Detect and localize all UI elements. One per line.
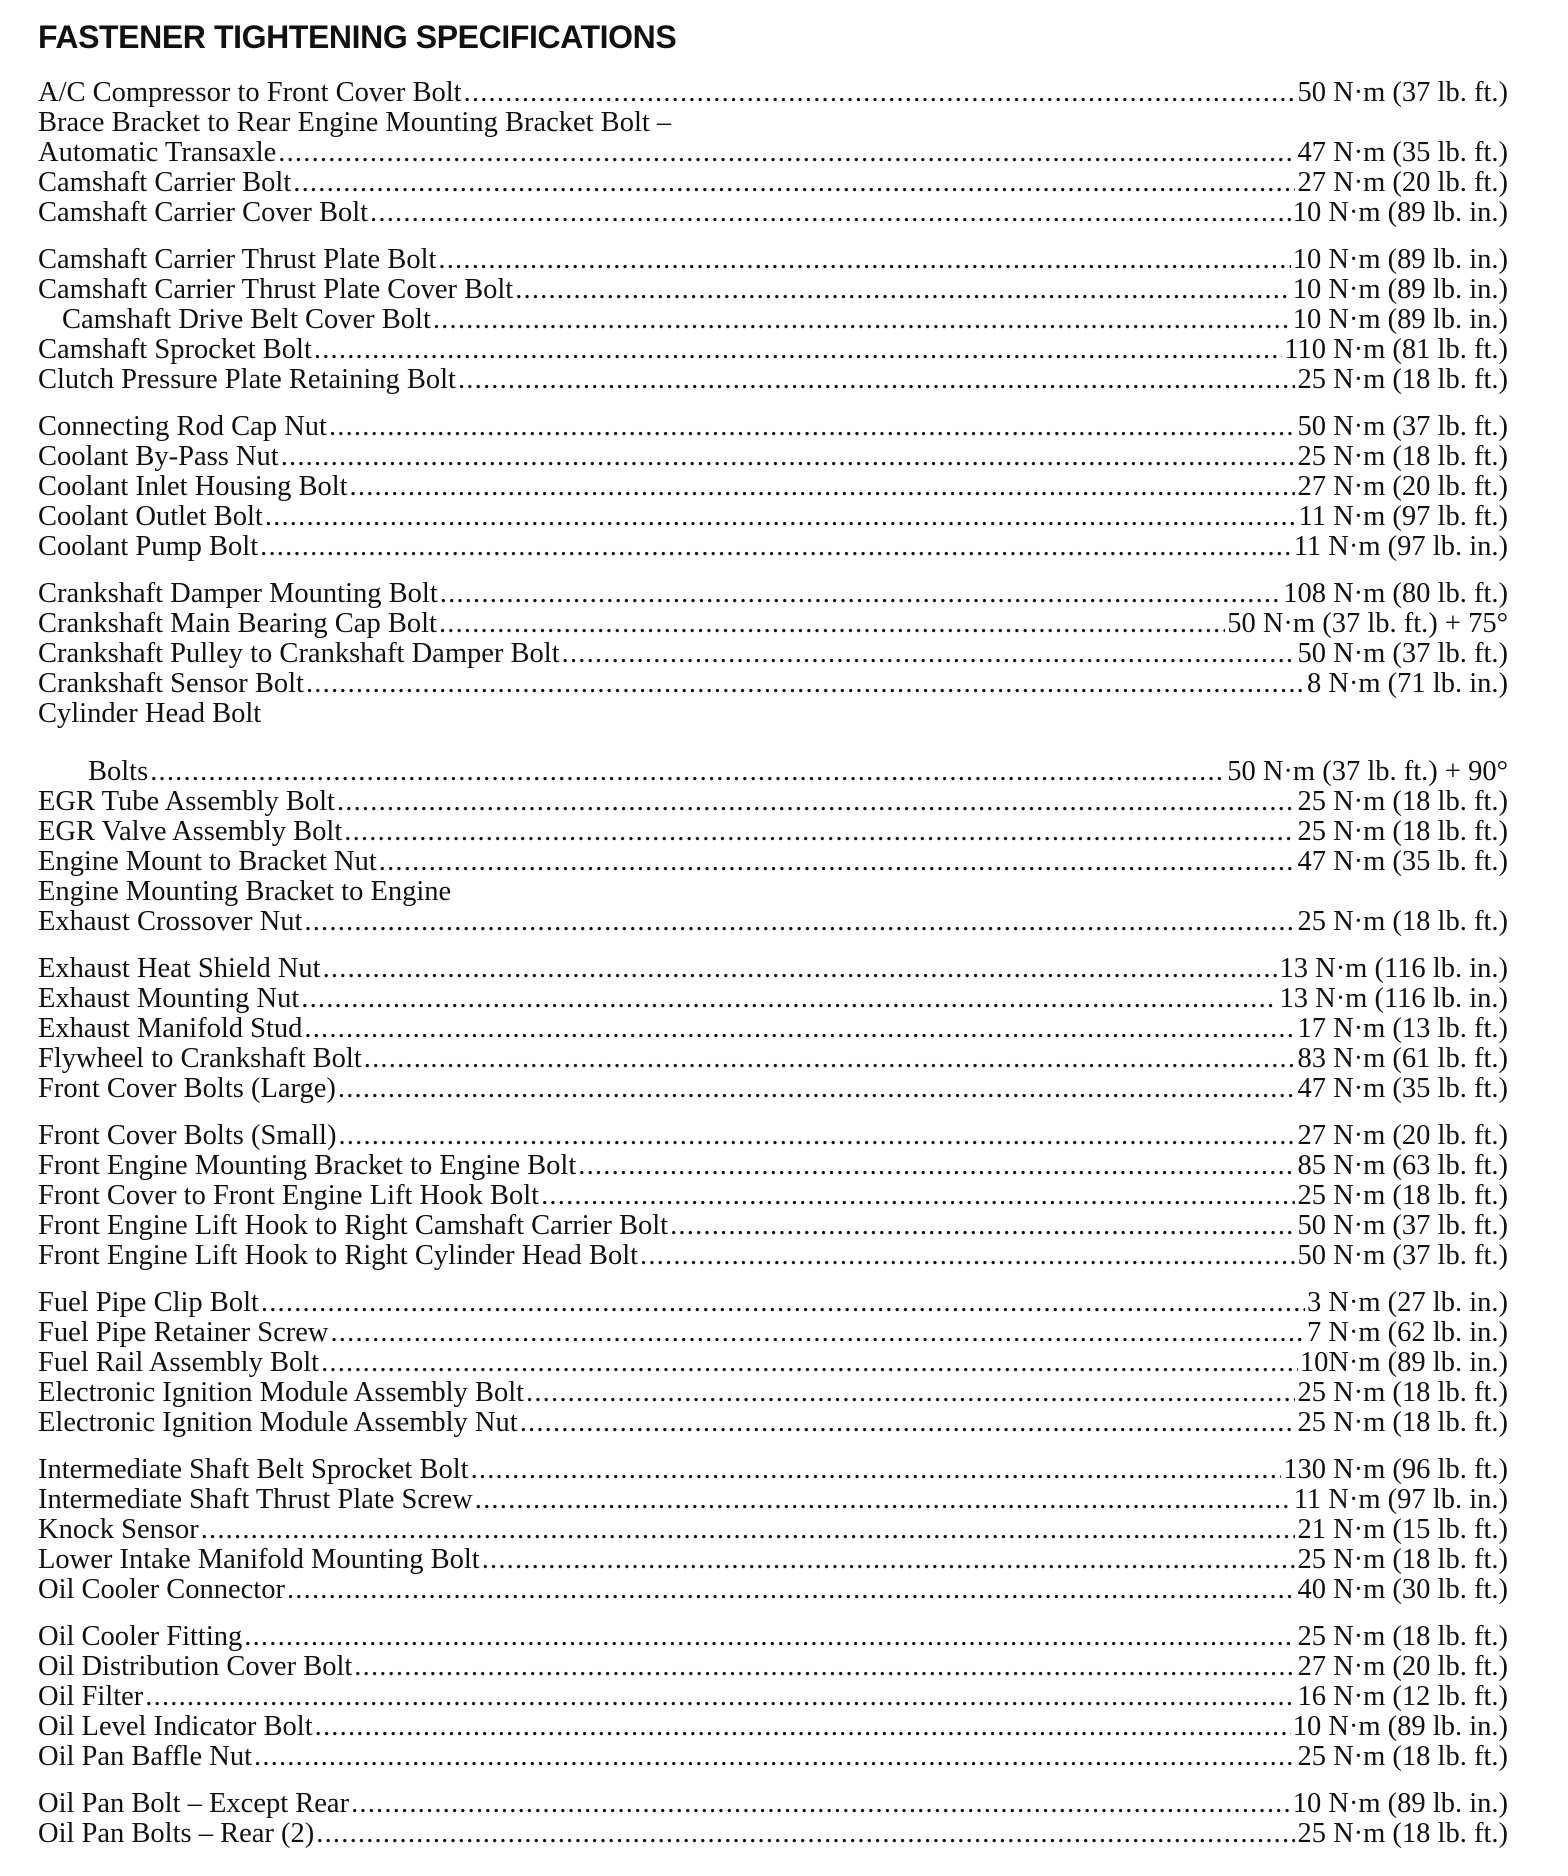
spec-row	[38, 954, 1508, 984]
spec-row	[38, 1211, 1508, 1241]
spec-value: 21 N·m (15 lb. ft.)	[1297, 1514, 1508, 1545]
spec-value: 108 N·m (80 lb. ft.)	[1283, 578, 1508, 609]
dot-leader	[541, 1181, 1295, 1211]
dot-leader	[350, 472, 1296, 502]
spec-row	[38, 305, 1508, 335]
page-title: FASTENER TIGHTENING SPECIFICATIONS	[38, 19, 677, 55]
spec-label: Camshaft Drive Belt Cover Bolt	[62, 304, 431, 335]
spec-label: Brace Bracket to Rear Engine Mounting Bracket Bolt –	[38, 107, 672, 138]
dot-leader	[351, 1789, 1291, 1819]
spec-value: 8 N·m (71 lb. in.)	[1306, 668, 1508, 699]
dot-leader	[562, 639, 1296, 669]
dot-leader	[260, 532, 1292, 562]
spec-row	[38, 1044, 1508, 1074]
spec-row	[38, 1455, 1508, 1485]
dot-leader	[265, 502, 1297, 532]
spec-value: 10 N·m (89 lb. in.)	[1292, 244, 1508, 275]
spec-value: 50 N·m (37 lb. ft.)	[1297, 411, 1508, 442]
spec-value: 11 N·m (97 lb. in.)	[1293, 1484, 1508, 1515]
dot-leader	[337, 787, 1295, 817]
spec-value: 25 N·m (18 lb. ft.)	[1297, 1741, 1508, 1772]
spec-label: Cylinder Head Bolt	[38, 698, 262, 729]
spec-row	[38, 1652, 1508, 1682]
spec-group	[38, 78, 1508, 228]
spec-value: 3 N·m (27 lb. in.)	[1306, 1287, 1508, 1318]
dot-leader	[281, 442, 1296, 472]
spec-row	[38, 1575, 1508, 1605]
spec-row	[38, 669, 1508, 699]
spec-group	[38, 245, 1508, 395]
spec-row	[38, 1819, 1508, 1849]
spec-label: Intermediate Shaft Belt Sprocket Bolt	[38, 1454, 469, 1485]
spec-row	[38, 877, 1508, 907]
dot-leader	[201, 1515, 1296, 1545]
dot-leader	[145, 1682, 1295, 1712]
dot-leader	[338, 1074, 1296, 1104]
spec-row	[38, 1014, 1508, 1044]
spec-label: Coolant Outlet Bolt	[38, 501, 263, 532]
spec-value: 25 N·m (18 lb. ft.)	[1297, 364, 1508, 395]
spec-row	[38, 1241, 1508, 1271]
spec-value: 13 N·m (116 lb. in.)	[1279, 983, 1508, 1014]
spec-label: EGR Tube Assembly Bolt	[38, 786, 335, 817]
spec-value: 7 N·m (62 lb. in.)	[1306, 1317, 1508, 1348]
spec-label: Oil Cooler Fitting	[38, 1621, 243, 1652]
spec-row	[38, 1682, 1508, 1712]
spec-value: 25 N·m (18 lb. ft.)	[1297, 1407, 1508, 1438]
spec-group	[38, 412, 1508, 562]
spec-value: 16 N·m (12 lb. ft.)	[1297, 1681, 1508, 1712]
spec-value: 10N·m (89 lb. in.)	[1299, 1347, 1508, 1378]
spec-row	[38, 1485, 1508, 1515]
spec-value: 25 N·m (18 lb. ft.)	[1297, 1377, 1508, 1408]
spec-value: 50 N·m (37 lb. ft.)	[1297, 638, 1508, 669]
dot-leader	[293, 168, 1295, 198]
dot-leader	[379, 847, 1296, 877]
spec-row	[38, 699, 1508, 729]
spec-row	[38, 1348, 1508, 1378]
spec-row	[38, 609, 1508, 639]
spec-label: Oil Pan Baffle Nut	[38, 1741, 252, 1772]
spec-row	[38, 138, 1508, 168]
dot-leader	[261, 1288, 1305, 1318]
spec-row	[38, 1378, 1508, 1408]
spec-group	[38, 579, 1508, 729]
dot-leader	[482, 1545, 1296, 1575]
spec-value: 85 N·m (63 lb. ft.)	[1297, 1150, 1508, 1181]
dot-leader	[304, 907, 1295, 937]
spec-row	[38, 78, 1508, 108]
spec-row	[38, 502, 1508, 532]
spec-row	[38, 1515, 1508, 1545]
spec-group	[38, 757, 1508, 937]
spec-row	[38, 579, 1508, 609]
spec-value: 47 N·m (35 lb. ft.)	[1297, 846, 1508, 877]
spec-label: A/C Compressor to Front Cover Bolt	[38, 77, 462, 108]
dot-leader	[304, 1014, 1295, 1044]
spec-label: Crankshaft Damper Mounting Bolt	[38, 578, 438, 609]
spec-value: 13 N·m (116 lb. in.)	[1279, 953, 1508, 984]
spec-value: 10 N·m (89 lb. in.)	[1292, 274, 1508, 305]
spec-row	[38, 1151, 1508, 1181]
spec-row	[38, 1545, 1508, 1575]
spec-label: Crankshaft Sensor Bolt	[38, 668, 304, 699]
spec-row	[38, 1121, 1508, 1151]
spec-label: Fuel Pipe Retainer Screw	[38, 1317, 329, 1348]
spec-value: 10 N·m (89 lb. in.)	[1292, 1788, 1508, 1819]
spec-label: EGR Valve Assembly Bolt	[38, 816, 343, 847]
spec-row	[38, 275, 1508, 305]
spec-group	[38, 1455, 1508, 1605]
spec-label: Knock Sensor	[38, 1514, 199, 1545]
spec-row	[38, 817, 1508, 847]
spec-row	[38, 1318, 1508, 1348]
dot-leader	[287, 1575, 1295, 1605]
dot-leader	[354, 1652, 1295, 1682]
spec-value: 50 N·m (37 lb. ft.) + 90°	[1227, 756, 1508, 787]
spec-label: Connecting Rod Cap Nut	[38, 411, 327, 442]
spec-group	[38, 954, 1508, 1104]
spec-value: 25 N·m (18 lb. ft.)	[1297, 906, 1508, 937]
spec-value: 10 N·m (89 lb. in.)	[1292, 304, 1508, 335]
dot-leader	[471, 1455, 1282, 1485]
spec-label: Electronic Ignition Module Assembly Nut	[38, 1407, 518, 1438]
spec-value: 27 N·m (20 lb. ft.)	[1297, 1651, 1508, 1682]
spec-row	[38, 532, 1508, 562]
dot-leader	[438, 245, 1290, 275]
spec-label: Coolant Pump Bolt	[38, 531, 259, 562]
spec-label: Camshaft Carrier Thrust Plate Bolt	[38, 244, 437, 275]
spec-value: 25 N·m (18 lb. ft.)	[1297, 1180, 1508, 1211]
spec-value: 10 N·m (89 lb. in.)	[1292, 1711, 1508, 1742]
spec-row	[38, 847, 1508, 877]
spec-label: Exhaust Manifold Stud	[38, 1013, 303, 1044]
spec-label: Automatic Transaxle	[38, 137, 277, 168]
spec-group	[38, 1789, 1508, 1849]
dot-leader	[254, 1742, 1295, 1772]
spec-row	[38, 1288, 1508, 1318]
dot-leader	[578, 1151, 1295, 1181]
spec-row	[38, 787, 1508, 817]
spec-group	[38, 1622, 1508, 1772]
spec-value: 50 N·m (37 lb. ft.) + 75°	[1227, 608, 1508, 639]
spec-label: Engine Mount to Bracket Nut	[38, 846, 377, 877]
spec-row	[38, 198, 1508, 228]
dot-leader	[439, 609, 1225, 639]
spec-label: Clutch Pressure Plate Retaining Bolt	[38, 364, 456, 395]
spec-label: Bolts	[88, 756, 149, 787]
dot-leader	[344, 817, 1295, 847]
spec-value: 47 N·m (35 lb. ft.)	[1297, 1073, 1508, 1104]
spec-label: Front Engine Lift Hook to Right Cylinder Head Bolt	[38, 1240, 639, 1271]
dot-leader	[433, 305, 1291, 335]
spec-value: 25 N·m (18 lb. ft.)	[1297, 1818, 1508, 1849]
spec-label: Crankshaft Pulley to Crankshaft Damper Bolt	[38, 638, 560, 669]
dot-leader	[329, 412, 1295, 442]
spec-row	[38, 907, 1508, 937]
dot-leader	[364, 1044, 1296, 1074]
spec-value: 25 N·m (18 lb. ft.)	[1297, 441, 1508, 472]
spec-label: Front Cover to Front Engine Lift Hook Bolt	[38, 1180, 540, 1211]
spec-row	[38, 168, 1508, 198]
spec-value: 25 N·m (18 lb. ft.)	[1297, 816, 1508, 847]
dot-leader	[314, 335, 1282, 365]
spec-group	[38, 1288, 1508, 1438]
spec-label: Front Engine Lift Hook to Right Camshaft Carrier Bolt	[38, 1210, 669, 1241]
spec-row	[38, 1789, 1508, 1819]
spec-label: Engine Mounting Bracket to Engine	[38, 876, 452, 907]
dot-leader	[323, 954, 1278, 984]
spec-label: Camshaft Carrier Thrust Plate Cover Bolt	[38, 274, 514, 305]
spec-value: 110 N·m (81 lb. ft.)	[1284, 334, 1508, 365]
spec-label: Oil Cooler Connector	[38, 1574, 285, 1605]
spec-label: Camshaft Sprocket Bolt	[38, 334, 312, 365]
spec-row	[38, 365, 1508, 395]
spec-label: Exhaust Crossover Nut	[38, 906, 303, 937]
spec-row	[38, 1622, 1508, 1652]
spec-list	[38, 78, 1508, 1849]
spec-row	[38, 412, 1508, 442]
spec-value: 50 N·m (37 lb. ft.)	[1297, 1210, 1508, 1241]
dot-leader	[475, 1485, 1292, 1515]
spec-label: Intermediate Shaft Thrust Plate Screw	[38, 1484, 473, 1515]
spec-label: Electronic Ignition Module Assembly Bolt	[38, 1377, 525, 1408]
dot-leader	[244, 1622, 1295, 1652]
spec-value: 40 N·m (30 lb. ft.)	[1297, 1574, 1508, 1605]
spec-label: Oil Filter	[38, 1681, 144, 1712]
spec-label: Front Cover Bolts (Small)	[38, 1120, 337, 1151]
spec-row	[38, 108, 1508, 138]
dot-leader	[440, 579, 1281, 609]
spec-row	[38, 335, 1508, 365]
spec-row	[38, 1074, 1508, 1104]
dot-leader	[515, 275, 1291, 305]
spec-row	[38, 1742, 1508, 1772]
dot-leader	[464, 78, 1296, 108]
spec-row	[38, 1181, 1508, 1211]
spec-label: Exhaust Heat Shield Nut	[38, 953, 321, 984]
spec-row	[38, 245, 1508, 275]
spec-value: 25 N·m (18 lb. ft.)	[1297, 786, 1508, 817]
spec-label: Fuel Rail Assembly Bolt	[38, 1347, 320, 1378]
spec-row	[38, 639, 1508, 669]
spec-label: Front Engine Mounting Bracket to Engine Bolt	[38, 1150, 577, 1181]
dot-leader	[306, 669, 1305, 699]
dot-leader	[278, 138, 1295, 168]
spec-row	[38, 442, 1508, 472]
dot-leader	[330, 1318, 1304, 1348]
spec-label: Camshaft Carrier Cover Bolt	[38, 197, 369, 228]
dot-leader	[640, 1241, 1295, 1271]
spec-label: Coolant By-Pass Nut	[38, 441, 279, 472]
spec-value: 10 N·m (89 lb. in.)	[1292, 197, 1508, 228]
spec-value: 50 N·m (37 lb. ft.)	[1297, 77, 1508, 108]
spec-value: 50 N·m (37 lb. ft.)	[1297, 1240, 1508, 1271]
spec-value: 83 N·m (61 lb. ft.)	[1297, 1043, 1508, 1074]
dot-leader	[301, 984, 1277, 1014]
spec-value: 11 N·m (97 lb. in.)	[1293, 531, 1508, 562]
dot-leader	[458, 365, 1295, 395]
dot-leader	[370, 198, 1291, 228]
dot-leader	[321, 1348, 1298, 1378]
spec-label: Coolant Inlet Housing Bolt	[38, 471, 348, 502]
spec-label: Front Cover Bolts (Large)	[38, 1073, 336, 1104]
spec-value: 27 N·m (20 lb. ft.)	[1297, 1120, 1508, 1151]
spec-row	[38, 1408, 1508, 1438]
spec-value: 11 N·m (97 lb. ft.)	[1298, 501, 1508, 532]
spec-row	[38, 472, 1508, 502]
spec-row	[38, 1712, 1508, 1742]
dot-leader	[670, 1211, 1295, 1241]
spec-value: 27 N·m (20 lb. ft.)	[1297, 471, 1508, 502]
spec-label: Oil Pan Bolts – Rear (2)	[38, 1818, 315, 1849]
spec-label: Fuel Pipe Clip Bolt	[38, 1287, 259, 1318]
spec-group	[38, 1121, 1508, 1271]
spec-label: Oil Distribution Cover Bolt	[38, 1651, 353, 1682]
spec-value: 47 N·m (35 lb. ft.)	[1297, 137, 1508, 168]
spec-label: Lower Intake Manifold Mounting Bolt	[38, 1544, 480, 1575]
spec-row	[38, 757, 1508, 787]
spec-value: 27 N·m (20 lb. ft.)	[1297, 167, 1508, 198]
dot-leader	[338, 1121, 1295, 1151]
spec-value: 25 N·m (18 lb. ft.)	[1297, 1621, 1508, 1652]
spec-label: Exhaust Mounting Nut	[38, 983, 300, 1014]
spec-row	[38, 984, 1508, 1014]
spec-value: 17 N·m (13 lb. ft.)	[1297, 1013, 1508, 1044]
spec-value: 130 N·m (96 lb. ft.)	[1283, 1454, 1508, 1485]
spec-label: Crankshaft Main Bearing Cap Bolt	[38, 608, 437, 639]
spec-label: Flywheel to Crankshaft Bolt	[38, 1043, 362, 1074]
dot-leader	[316, 1819, 1295, 1849]
spec-value: 25 N·m (18 lb. ft.)	[1297, 1544, 1508, 1575]
dot-leader	[520, 1408, 1296, 1438]
spec-label: Camshaft Carrier Bolt	[38, 167, 292, 198]
spec-label: Oil Pan Bolt – Except Rear	[38, 1788, 350, 1819]
dot-leader	[315, 1712, 1291, 1742]
dot-leader	[150, 757, 1225, 787]
spec-label: Oil Level Indicator Bolt	[38, 1711, 313, 1742]
dot-leader	[526, 1378, 1295, 1408]
